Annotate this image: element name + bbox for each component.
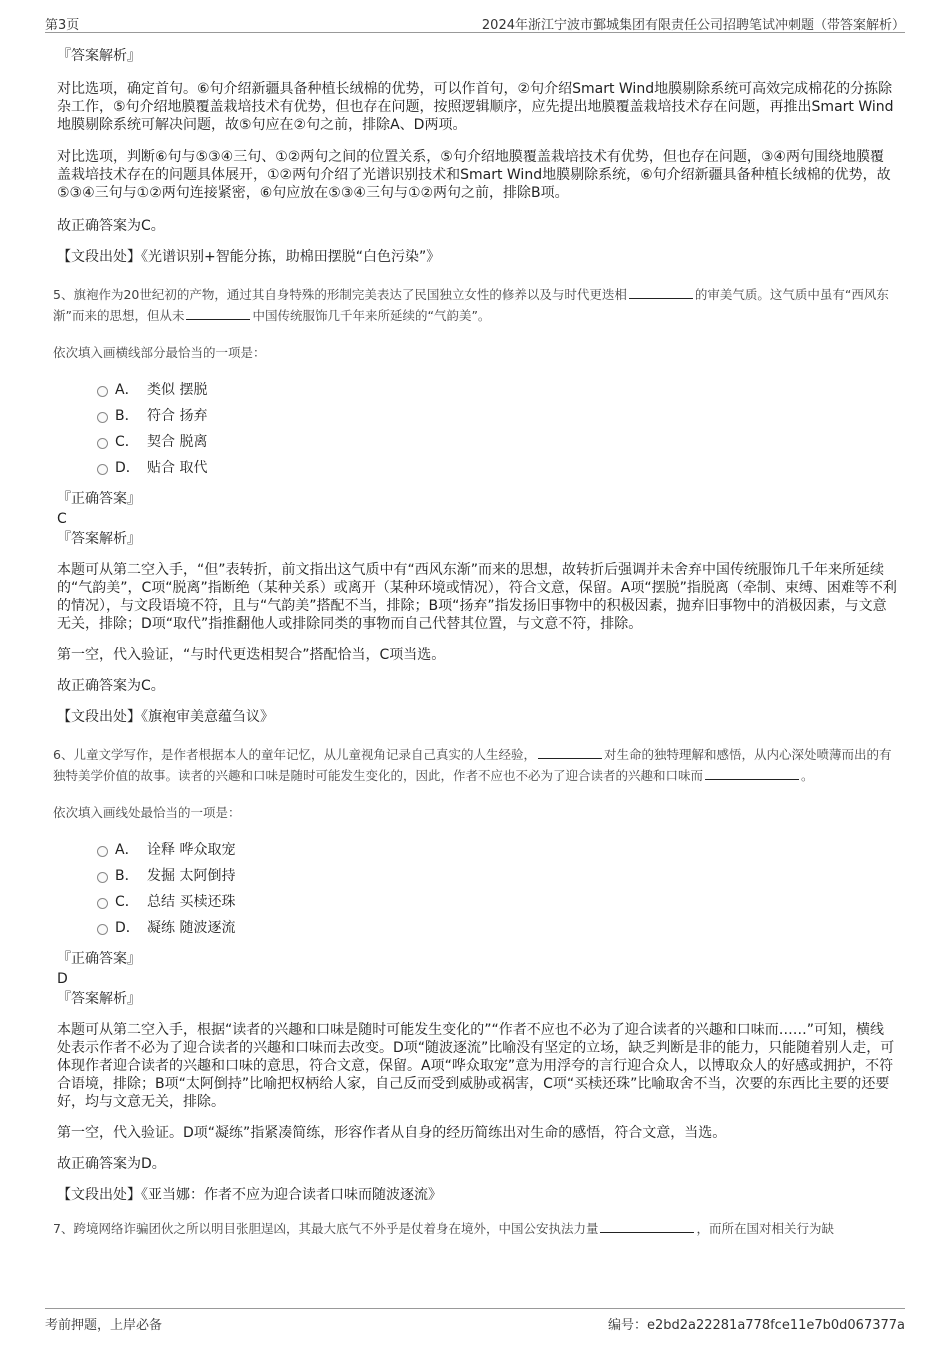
analysis-paragraph: 本题可从第二空入手，“但”表转折，前文指出这气质中有“西风东渐”而来的思想，故转折后强调并未舍弃中国传统服饰几千年来所延续的“气韵美”，C项“脱离”指断绝（某种关系）或离开（某种环境或情况），符合文意，保留。A项“摆脱”指脱离（牵制、束缚、困难等不利的情况），与文段语境不符，且与“气韵美”搭配不当，排除；B项“扬弃”指发扬旧事物中的积极因素，抛弃旧事物中的消极因素，与文意无关，排除；D项“取代”指推翻他人或排除同类的事物而自己代替其位置，与文意不符，排除。	[57, 562, 897, 632]
page-number: 第3页	[45, 18, 80, 33]
analysis-paragraph: 对比选项，判断⑥句与⑤③④三句、①②两句之间的位置关系，⑤句介绍地膜覆盖栽培技术有优势，但也存在问题，③④两句围绕地膜覆盖栽培技术存在的问题具体展开，①②两句介绍了光谱识别技术和Smart Wind地膜剔除系统，⑥句介绍新疆具备种植长绒棉的优势，故⑤③④三句与①②两句连接紧密，⑥句应放在⑤③④三句与①②两句之前，排除B项。	[57, 149, 891, 201]
page-footer	[45, 1308, 905, 1333]
footer-slogan: 考前押题，上岸必备	[45, 1318, 163, 1333]
option-a[interactable]: A． 类似 摆脱	[57, 377, 897, 403]
fill-blank	[600, 1220, 694, 1233]
radio-button[interactable]	[97, 872, 108, 883]
fill-blank	[705, 767, 799, 780]
source-citation: 【文段出处】《亚当娜：作者不应为迎合读者口味而随波逐流》	[57, 1187, 442, 1203]
correct-answer-label: 『正确答案』	[57, 951, 141, 967]
correct-answer-label: 『正确答案』	[57, 491, 141, 507]
fill-blank	[538, 746, 602, 759]
question-stem: 6、儿童文学写作，是作者根据本人的童年记忆，从儿童视角记录自己真实的人生经验， 对生命的独特理解和感悟，从内心深处喷薄而出的有独特美学价值的故事。读者的兴趣和口味是随时可能发生变化的，因此，作者不应也不必为了迎合读者的兴趣和口味而 。	[53, 747, 892, 783]
source-citation: 【文段出处】《旗袍审美意蕴刍议》	[57, 709, 274, 725]
option-c[interactable]: C． 契合 脱离	[57, 429, 897, 455]
fill-blank	[629, 286, 693, 299]
question-5	[53, 284, 897, 726]
radio-button[interactable]	[97, 438, 108, 449]
radio-button[interactable]	[97, 464, 108, 475]
option-b[interactable]: B． 符合 扬弃	[57, 403, 897, 429]
radio-button[interactable]	[97, 846, 108, 857]
question-prompt: 依次填入画线处最恰当的一项是：	[53, 805, 241, 820]
correct-answer-value: D	[57, 971, 68, 987]
question-7	[53, 1218, 897, 1239]
option-c[interactable]: C． 总结 买椟还珠	[57, 889, 897, 915]
document-body	[53, 46, 897, 1239]
document-title: 2024年浙江宁波市鄞城集团有限责任公司招聘笔试冲刺题（带答案解析）	[481, 18, 905, 33]
question-6	[53, 744, 897, 1204]
conclusion-text: 故正确答案为C。	[57, 678, 165, 694]
conclusion-text: 故正确答案为C。	[57, 218, 165, 234]
conclusion-text: 故正确答案为D。	[57, 1156, 166, 1172]
option-d[interactable]: D． 凝练 随波逐流	[57, 915, 897, 941]
answer-analysis-label: 『答案解析』	[57, 48, 141, 64]
radio-button[interactable]	[97, 412, 108, 423]
radio-button[interactable]	[97, 898, 108, 909]
verify-text: 第一空，代入验证，“与时代更迭相契合”搭配恰当，C项当选。	[57, 647, 446, 663]
option-b[interactable]: B． 发掘 太阿倒持	[57, 863, 897, 889]
option-a[interactable]: A． 诠释 哗众取宠	[57, 837, 897, 863]
page-header	[45, 12, 905, 33]
correct-answer-value: C	[57, 511, 67, 527]
fill-blank	[186, 307, 250, 320]
radio-button[interactable]	[97, 924, 108, 935]
option-list	[57, 377, 897, 481]
radio-button[interactable]	[97, 386, 108, 397]
question-stem: 5、旗袍作为20世纪初的产物，通过其自身特殊的形制完美表达了民国独立女性的修养以及与时代更迭相 的审美气质。这气质中虽有“西风东渐”而来的思想，但从未 中国传统服饰几千年来所延续的“气韵美”。	[53, 287, 889, 323]
source-citation: 【文段出处】《光谱识别+智能分拣，助棉田摆脱“白色污染”》	[57, 249, 441, 265]
question-stem: 7、跨境网络诈骗团伙之所以明目张胆逞凶，其最大底气不外乎是仗着身在境外，中国公安执法力量 ，而所在国对相关行为缺	[53, 1221, 834, 1236]
question-prompt: 依次填入画横线部分最恰当的一项是：	[53, 345, 266, 360]
option-d[interactable]: D． 贴合 取代	[57, 455, 897, 481]
verify-text: 第一空，代入验证。D项“凝练”指紧凑简练，形容作者从自身的经历简练出对生命的感悟，符合文意，当选。	[57, 1125, 727, 1141]
answer-analysis-label: 『答案解析』	[57, 991, 141, 1007]
option-list	[57, 837, 897, 941]
document-id: 编号：e2bd2a22281a778fce11e7b0d067377a	[607, 1318, 905, 1333]
analysis-paragraph: 本题可从第二空入手，根据“读者的兴趣和口味是随时可能发生变化的”“作者不应也不必为了迎合读者的兴趣和口味而……”可知，横线处表示作者不必为了迎合读者的兴趣和口味而去改变。D项“随波逐流”比喻没有坚定的立场，缺乏判断是非的能力，只能随着别人走，可体现作者迎合读者的兴趣和口味的意思，符合文意，保留。A项“哗众取宠”意为用浮夸的言行迎合众人，以博取众人的好感或拥护，不符合语境，排除；B项“太阿倒持”比喻把权柄给人家，自己反而受到威胁或祸害，C项“买椟还珠”比喻取舍不当，次要的东西比主要的还要好，均与文意无关，排除。	[57, 1022, 895, 1110]
analysis-paragraph: 对比选项，确定首句。⑥句介绍新疆具备种植长绒棉的优势，可以作首句，②句介绍Smart Wind地膜剔除系统可高效完成棉花的分拣除杂工作，⑤句介绍地膜覆盖栽培技术有优势，但也存在问题，按照逻辑顺序，应先提出地膜覆盖栽培技术存在问题，再推出Smart Wind地膜剔除系统可解决问题，故⑤句应在②句之前，排除A、D两项。	[57, 81, 894, 133]
answer-analysis-label: 『答案解析』	[57, 531, 141, 547]
